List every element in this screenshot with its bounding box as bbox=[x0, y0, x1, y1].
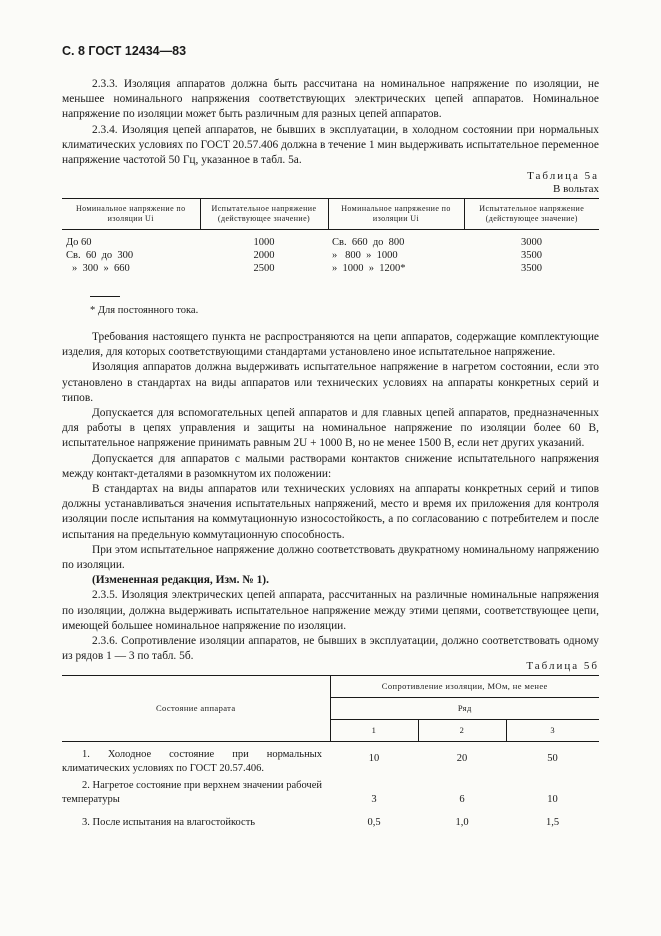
intro-text bbox=[62, 77, 599, 168]
table-cell: 3. После испытания на влагостойкость bbox=[82, 817, 256, 828]
paragraph: Требования настоящего пункта не распространяются на цепи аппаратов, содержащие комплектующие изделия, для которых соответствующими стандартами установлено иное испытательное напряжение. bbox=[62, 331, 599, 359]
table-5b-header-row bbox=[62, 676, 599, 698]
table-cell: 2. Нагретое состояние при верхнем значении рабочей температуры bbox=[62, 780, 322, 805]
paragraph-2-3-3: 2.3.3. Изоляция аппаратов должна быть рассчитана на номинальное напряжение по изоляции, не меньшее номинального напряжения соответствующих электрических цепей аппаратов. Номинальное напряжение по изоляции может быть различным для разных цепей аппаратов. bbox=[62, 78, 599, 121]
table-row bbox=[62, 230, 599, 250]
table-5a-header-row bbox=[62, 199, 599, 230]
table-cell: 20 bbox=[456, 752, 468, 764]
table-cell: » 1000 » 1200* bbox=[332, 263, 406, 274]
table-5b-header-series: Ряд bbox=[330, 698, 599, 720]
table-cell: 3500 bbox=[521, 250, 542, 261]
table-cell: 6 bbox=[459, 793, 465, 805]
page-header: С. 8 ГОСТ 12434—83 bbox=[62, 44, 187, 58]
table-cell: До 60 bbox=[66, 237, 92, 248]
paragraph-2-3-6: 2.3.6. Сопротивление изоляции аппаратов, не бывших в эксплуатации, должно соответствовать одному из рядов 1 — 3 по табл. 5б. bbox=[62, 635, 599, 663]
table-row bbox=[62, 742, 599, 776]
paragraph-2-3-4: 2.3.4. Изоляция цепей аппаратов, не бывших в эксплуатации, в холодном состоянии при нормальных климатических условиях по ГОСТ 20.57.406 должна в течение 1 мин выдерживать испытательное переменное напряжение частотой 50 Гц, указанное в табл. 5а. bbox=[62, 123, 599, 167]
table-5a-header-voltage-1: Номинальное напряжение по изоляции Ui bbox=[62, 199, 200, 230]
table-cell: 1. Холодное состояние при нормальных климатических условиях по ГОСТ 20.57.406. bbox=[62, 749, 322, 774]
table-5b-header-series-3: 3 bbox=[506, 720, 599, 742]
table-cell: » 800 » 1000 bbox=[332, 250, 398, 261]
table-cell: 10 bbox=[547, 793, 558, 805]
table-5b-header-series-1: 1 bbox=[330, 720, 418, 742]
paragraph-2-3-5: 2.3.5. Изоляция электрических цепей аппарата, рассчитанных на различные номинальные напряжения по изоляции, должна выдерживать испытательное напряжение между этими цепями, соответствующее цепи, имеющей большее номинальное напряжение по изоляции. bbox=[62, 589, 599, 632]
paragraph: Допускается для аппаратов с малыми растворами контактов снижение испытательного напряжения между контакт-деталями в разомкнутом их положении: bbox=[62, 452, 599, 480]
table-5b-header-resistance: Сопротивление изоляции, МОм, не менее bbox=[330, 676, 599, 698]
paragraph: В стандартах на виды аппаратов или технических условиях на аппараты конкретных серий и типов должны устанавливаться значения испытательных напряжений, место и время их приложения для контроля изоляции после испытания на коммутационную износостойкость, а по согласованию с потребителем и после испытания на предельную коммутационную способность. bbox=[62, 483, 599, 541]
table-cell: 0,5 bbox=[367, 817, 381, 828]
table-cell: » 300 » 660 bbox=[72, 263, 130, 274]
table-row bbox=[62, 249, 599, 262]
paragraph: Допускается для вспомогательных цепей аппаратов и для главных цепей аппаратов, предназначенных для работы в цепях управления и защиты на номинальное напряжение по изоляции более 60 В, испытательное напряжение принимать равным 2U + 1000 В, но не менее 1500 В, если нет других указаний. bbox=[62, 407, 599, 450]
table-5a-unit: В вольтах bbox=[553, 183, 599, 195]
table-5a-header-test-2: Испытательное напряжение (действующее значение) bbox=[464, 199, 599, 230]
table-row bbox=[62, 806, 599, 830]
middle-text bbox=[62, 330, 599, 664]
table-cell: 1,0 bbox=[455, 817, 469, 828]
table-5b-header-series-2: 2 bbox=[418, 720, 506, 742]
table-row bbox=[62, 262, 599, 275]
table-cell: 1000 bbox=[253, 237, 275, 248]
table-cell: Св. 660 до 800 bbox=[332, 237, 405, 248]
paragraph: При этом испытательное напряжение должно соответствовать двукратному номинальному напряжению по изоляции. bbox=[62, 543, 599, 572]
paragraph: Изоляция аппаратов должна выдерживать испытательное напряжение в нагретом состоянии, если это установлено в стандартах на виды аппаратов или технических условиях на аппараты конкретных серий и типов. bbox=[62, 361, 599, 404]
table-cell: 2500 bbox=[253, 263, 275, 274]
table-cell: 3000 bbox=[521, 237, 542, 248]
footnote-divider bbox=[90, 296, 120, 297]
table-5a-caption bbox=[527, 170, 599, 196]
table-cell: 10 bbox=[368, 752, 380, 764]
table-5a-title: Таблица 5а bbox=[527, 170, 599, 182]
table-5b-header-state: Состояние аппарата bbox=[62, 676, 330, 742]
edition-note: (Измененная редакция, Изм. № 1). bbox=[92, 574, 269, 587]
footnote: * Для постоянного тока. bbox=[90, 305, 199, 316]
table-5a bbox=[62, 198, 599, 275]
table-cell: 3500 bbox=[521, 263, 542, 274]
table-cell: 50 bbox=[547, 752, 558, 764]
table-5a-header-voltage-2: Номинальное напряжение по изоляции Ui bbox=[328, 199, 464, 230]
table-cell: 1,5 bbox=[545, 817, 560, 828]
table-cell: 2000 bbox=[253, 250, 275, 261]
table-5b bbox=[62, 675, 599, 830]
table-5b-title: Таблица 5б bbox=[526, 660, 599, 672]
table-row bbox=[62, 775, 599, 806]
table-cell: Св. 60 до 300 bbox=[66, 250, 134, 261]
table-cell: 3 bbox=[371, 793, 377, 805]
table-5a-header-test-1: Испытательное напряжение (действующее значение) bbox=[200, 199, 328, 230]
